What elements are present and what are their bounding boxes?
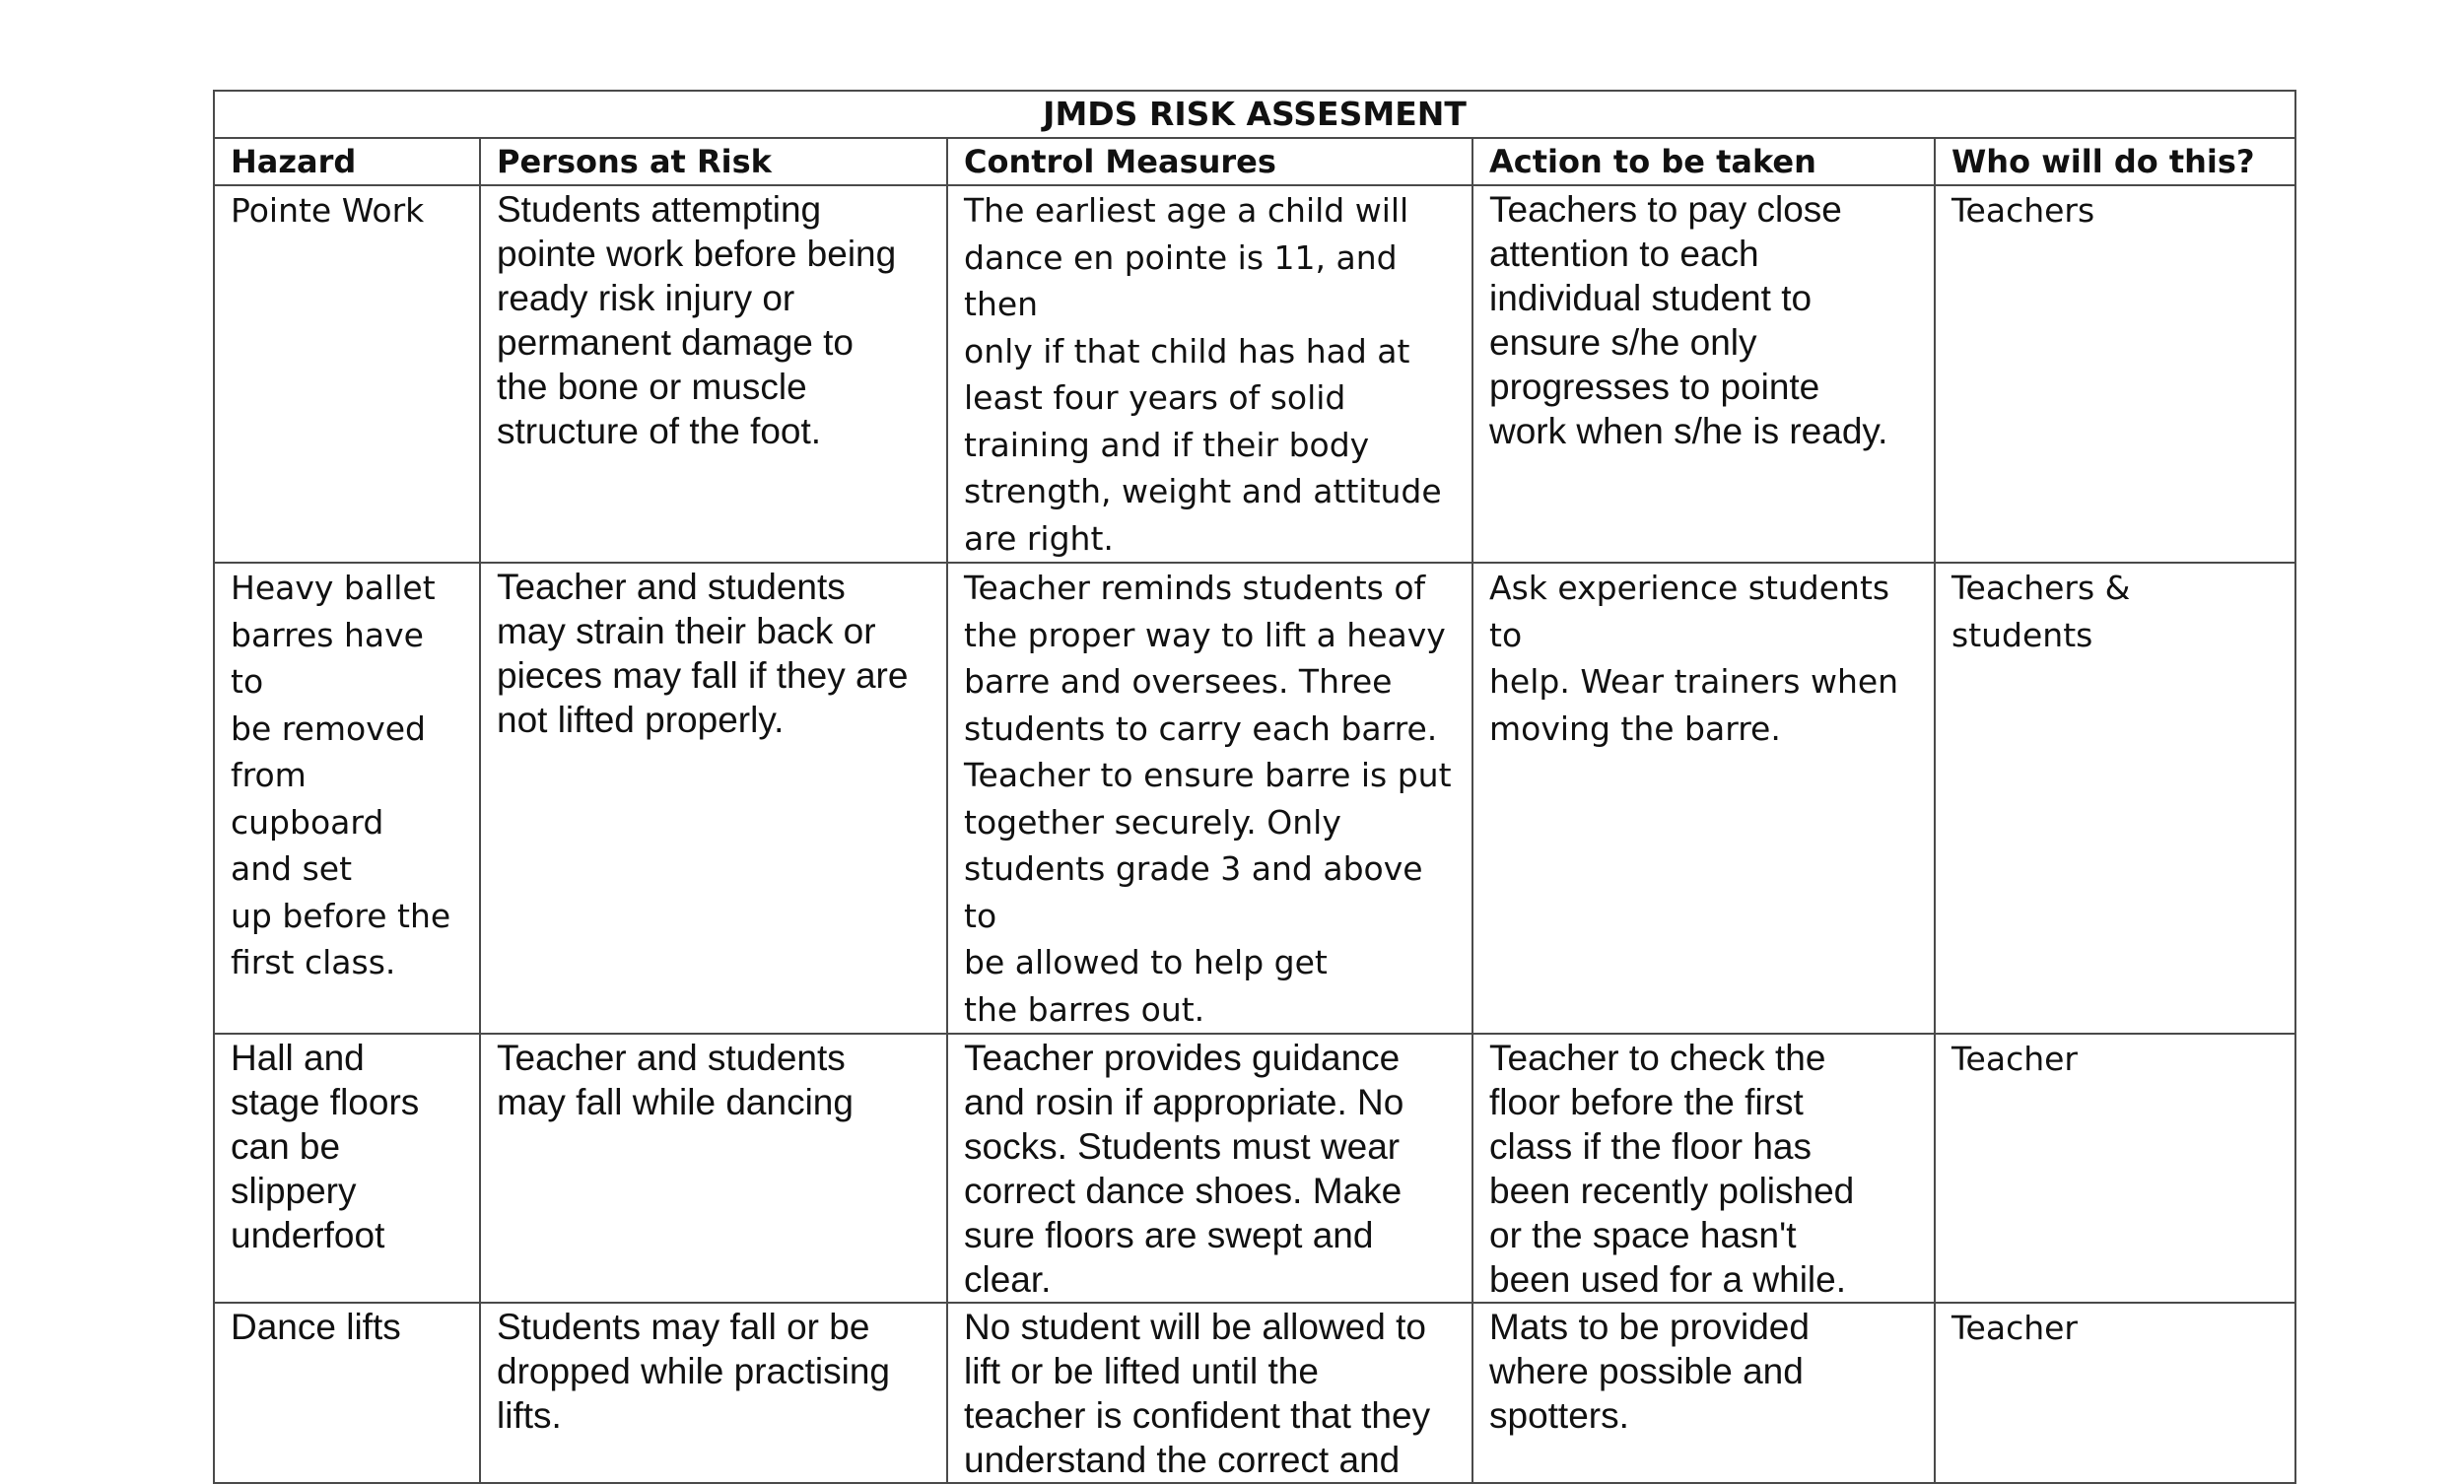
who-cell: Teacher <box>1935 1034 2295 1303</box>
action-cell: Teachers to pay close attention to each individual student to ensure s/he only progresses to pointe work when s/he is ready. <box>1472 185 1935 563</box>
column-header-action: Action to be taken <box>1472 138 1935 185</box>
control-measures-cell: Teacher provides guidance and rosin if appropriate. No socks. Students must wear correct dance shoes. Make sure floors are swept and clear. <box>947 1034 1472 1303</box>
action-cell: Ask experience students to help. Wear trainers when moving the barre. <box>1472 563 1935 1034</box>
column-header-control-measures: Control Measures <box>947 138 1472 185</box>
who-cell: Teachers & students <box>1935 563 2295 1034</box>
persons-at-risk-cell: Students may fall or be dropped while practising lifts. <box>480 1303 947 1483</box>
who-cell: Teacher <box>1935 1303 2295 1483</box>
column-header-who: Who will do this? <box>1935 138 2295 185</box>
hazard-cell: Dance lifts <box>214 1303 480 1483</box>
persons-at-risk-cell: Teacher and students may fall while dancing <box>480 1034 947 1303</box>
table-row <box>214 1034 2295 1303</box>
persons-at-risk-cell: Students attempting pointe work before being ready risk injury or permanent damage to the bone or muscle structure of the foot. <box>480 185 947 563</box>
title-row <box>214 91 2295 138</box>
control-measures-cell: The earliest age a child will dance en pointe is 11, and then only if that child has had at least four years of solid training and if their body strength, weight and attitude are right. <box>947 185 1472 563</box>
persons-at-risk-cell: Teacher and students may strain their back or pieces may fall if they are not lifted properly. <box>480 563 947 1034</box>
risk-assessment-table <box>213 90 2296 1484</box>
hazard-cell: Hall and stage floors can be slippery underfoot <box>214 1034 480 1303</box>
who-cell: Teachers <box>1935 185 2295 563</box>
hazard-cell: Pointe Work <box>214 185 480 563</box>
hazard-cell: Heavy ballet barres have to be removed from cupboard and set up before the first class. <box>214 563 480 1034</box>
action-cell: Teacher to check the floor before the first class if the floor has been recently polished or the space hasn't been used for a while. <box>1472 1034 1935 1303</box>
control-measures-cell: No student will be allowed to lift or be lifted until the teacher is confident that they understand the correct and <box>947 1303 1472 1483</box>
column-header-persons-at-risk: Persons at Risk <box>480 138 947 185</box>
column-header-hazard: Hazard <box>214 138 480 185</box>
header-row <box>214 138 2295 185</box>
action-cell: Mats to be provided where possible and spotters. <box>1472 1303 1935 1483</box>
document-title: JMDS RISK ASSESMENT <box>214 91 2295 138</box>
control-measures-cell: Teacher reminds students of the proper way to lift a heavy barre and oversees. Three students to carry each barre. Teacher to ensure barre is put together securely. Only students grade 3 and above to be allowed to help get the barres out. <box>947 563 1472 1034</box>
table-row <box>214 185 2295 563</box>
table-row <box>214 1303 2295 1483</box>
table-row <box>214 563 2295 1034</box>
